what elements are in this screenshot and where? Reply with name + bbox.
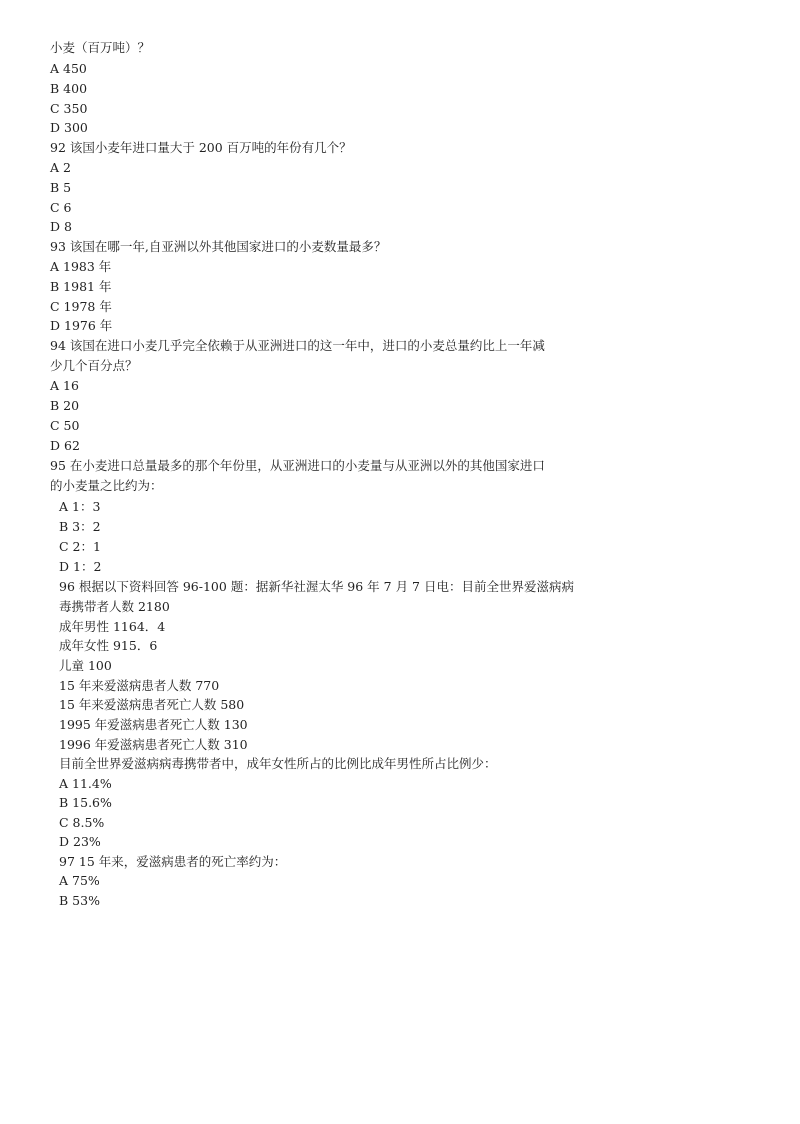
text-line: B 15.6% [59,795,112,810]
text-line: B 53% [59,893,100,908]
text-line: A 1983 年 [50,259,112,274]
text-line: 15 年来爱滋病患者人数 770 [59,678,220,693]
text-line: 97 15 年来，爱滋病患者的死亡率约为： [59,854,287,869]
text-line: D 1976 年 [50,318,113,333]
text-line: D 1：2 [59,559,102,574]
text-line: B 400 [50,81,88,96]
text-line: 儿童 100 [59,658,112,673]
text-line: B 1981 年 [50,279,112,294]
text-line: 毒携带者人数 2180 [59,599,170,614]
text-line: B 5 [50,180,72,195]
text-line: A 11.4% [59,776,112,791]
text-line: C 8.5% [59,815,105,830]
text-line: D 300 [50,120,88,135]
text-line: D 8 [50,219,72,234]
text-line: 小麦（百万吨）？ [50,40,151,55]
text-line: 15 年来爱滋病患者死亡人数 580 [59,697,245,712]
text-line: B 3：2 [59,519,101,534]
text-line: 的小麦量之比约为： [50,478,163,493]
text-line: A 1：3 [59,499,101,514]
text-line: 成年女性 915．6 [59,638,158,653]
text-line: A 450 [50,61,87,76]
text-line: 95 在小麦进口总量最多的那个年份里，从亚洲进口的小麦量与从亚洲以外的其他国家进口 [50,458,545,473]
text-line: D 62 [50,438,80,453]
text-line: A 2 [50,160,71,175]
text-line: A 75% [59,873,100,888]
text-line: 1996 年爱滋病患者死亡人数 310 [59,737,248,752]
text-line: 少几个百分点？ [50,358,138,373]
text-line: 92 该国小麦年进口量大于 200 百万吨的年份有几个？ [50,140,352,155]
text-line: 成年男性 1164．4 [59,619,166,634]
text-line: C 2：1 [59,539,101,554]
text-line: C 350 [50,101,88,116]
text-line: 96 根据以下资料回答 96-100 题：据新华社渥太华 96 年 7 月 7 日电：目前全世界爱滋病病 [59,579,574,594]
text-line: C 1978 年 [50,299,112,314]
text-line: 94 该国在进口小麦几乎完全依赖于从亚洲进口的这一年中，进口的小麦总量约比上一年减 [50,338,545,353]
text-line: 93 该国在哪一年,自亚洲以外其他国家进口的小麦数量最多？ [50,239,387,254]
text-line: A 16 [50,378,79,393]
text-line: 目前全世界爱滋病病毒携带者中，成年女性所占的比例比成年男性所占比例少： [59,756,497,771]
text-line: B 20 [50,398,80,413]
text-line: 1995 年爱滋病患者死亡人数 130 [59,717,248,732]
text-line: C 6 [50,200,72,215]
text-line: C 50 [50,418,80,433]
text-line: D 23% [59,834,101,849]
